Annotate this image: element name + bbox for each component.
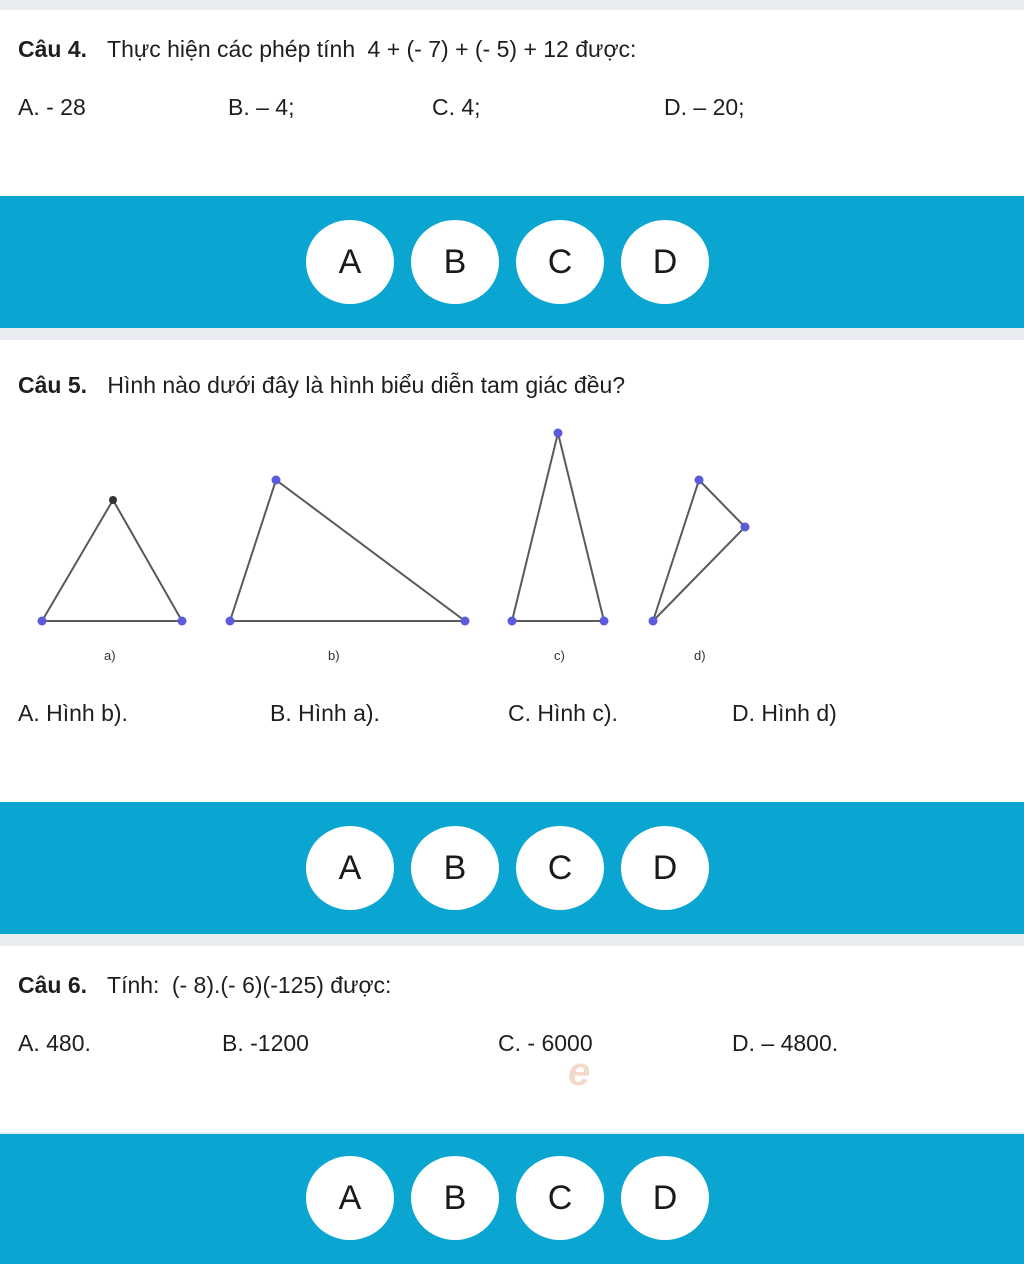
answer-buttons [306, 826, 709, 910]
figure-label-a: a) [104, 648, 116, 663]
figure-label-d: d) [694, 648, 706, 663]
answer-button-b[interactable]: B [411, 826, 499, 910]
answer-band-4 [0, 196, 1024, 328]
question-suffix: được: [575, 36, 637, 62]
figure-d [649, 476, 750, 664]
answer-button-c[interactable]: C [516, 826, 604, 910]
answer-buttons [306, 220, 709, 304]
option-b: B. – 4; [228, 94, 295, 120]
option-d: D. Hình d) [732, 700, 837, 726]
option-d: D. – 4800. [732, 1030, 839, 1056]
question-expression: (- 8).(- 6)(-125) [171, 972, 324, 998]
option-a: A. - 28 [18, 94, 86, 120]
option-b: B. -1200 [222, 1030, 309, 1056]
figure-c [508, 429, 609, 664]
question-suffix: được: [330, 972, 392, 998]
question-card-4 [0, 10, 1024, 196]
question-number: Câu 4. [18, 36, 88, 62]
answer-button-d[interactable]: D [621, 826, 709, 910]
answer-button-d[interactable]: D [621, 220, 709, 304]
question-title [18, 36, 636, 63]
answer-button-d[interactable]: D [621, 1156, 709, 1240]
question-card-6 [0, 946, 1024, 1132]
answer-band-5 [0, 802, 1024, 934]
question-card-5 [0, 340, 1024, 802]
question-text: Tính: [107, 972, 160, 998]
answer-button-b[interactable]: B [411, 220, 499, 304]
option-c: C. Hình c). [508, 700, 618, 726]
figure-b [226, 476, 470, 664]
option-a: A. Hình b). [18, 700, 128, 726]
option-a: A. 480. [18, 1030, 91, 1056]
answer-buttons [306, 1156, 709, 1240]
question-title [18, 972, 391, 999]
figure-label-b: b) [328, 648, 340, 663]
answer-band-6 [0, 1134, 1024, 1264]
answer-button-a[interactable]: A [306, 220, 394, 304]
question-number: Câu 6. [18, 972, 88, 998]
watermark-logo: e [568, 1050, 591, 1094]
answer-button-a[interactable]: A [306, 1156, 394, 1240]
answer-button-a[interactable]: A [306, 826, 394, 910]
figure-a [38, 496, 187, 663]
option-d: D. – 20; [664, 94, 745, 120]
question-title [18, 372, 625, 399]
answer-button-b[interactable]: B [411, 1156, 499, 1240]
question-text: Hình nào dưới đây là hình biểu diễn tam giác đều? [107, 372, 626, 398]
option-c: C. 4; [432, 94, 481, 120]
question-text: Thực hiện các phép tính [107, 36, 356, 62]
figure-label-c: c) [554, 648, 565, 663]
option-b: B. Hình a). [270, 700, 380, 726]
question-number: Câu 5. [18, 372, 88, 398]
answer-button-c[interactable]: C [516, 1156, 604, 1240]
option-c: C. - 6000 [498, 1030, 593, 1056]
triangle-figures [0, 428, 1024, 668]
question-expression: 4 + (- 7) + (- 5) + 12 [367, 36, 569, 62]
answer-button-c[interactable]: C [516, 220, 604, 304]
